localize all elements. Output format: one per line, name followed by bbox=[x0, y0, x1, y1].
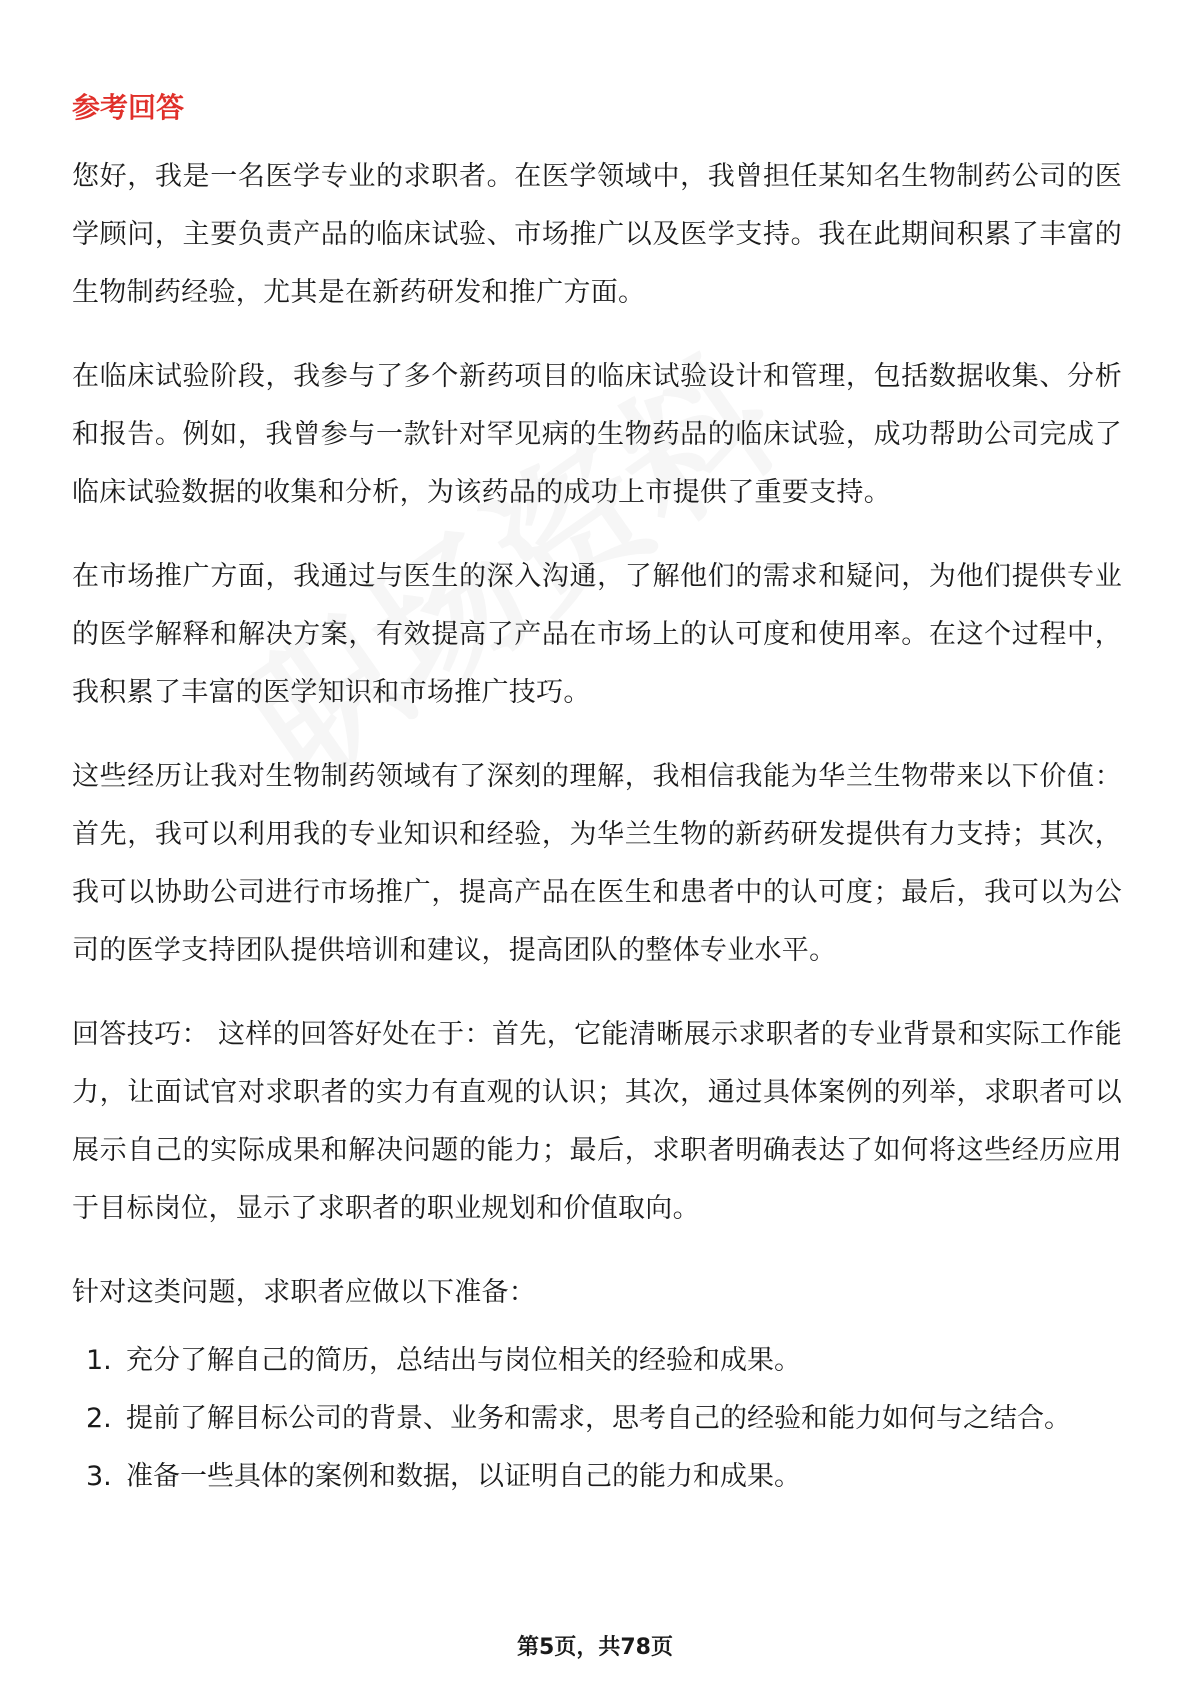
list-item-number: 1. bbox=[86, 1345, 112, 1376]
preparation-list bbox=[72, 1332, 1122, 1506]
list-item-text: 充分了解自己的简历，总结出与岗位相关的经验和成果。 bbox=[126, 1345, 801, 1376]
paragraph-value: 这些经历让我对生物制药领域有了深刻的理解，我相信我能为华兰生物带来以下价值：首先，我可以利用我的专业知识和经验，为华兰生物的新药研发提供有力支持；其次，我可以协助公司进行市场推广，提高产品在医生和患者中的认可度；最后，我可以为公司的医学支持团队提供培训和建议，提高团队的整体专业水平。 bbox=[72, 761, 1122, 966]
document-page bbox=[72, 88, 1122, 1506]
list-item bbox=[72, 1448, 1122, 1506]
list-item-number: 3. bbox=[86, 1461, 112, 1492]
paragraph-intro: 您好，我是一名医学专业的求职者。在医学领域中，我曾担任某知名生物制药公司的医学顾问，主要负责产品的临床试验、市场推广以及医学支持。我在此期间积累了丰富的生物制药经验，尤其是在新药研发和推广方面。 bbox=[72, 161, 1122, 308]
list-item-text: 准备一些具体的案例和数据，以证明自己的能力和成果。 bbox=[126, 1461, 801, 1492]
paragraph-preparation-intro: 针对这类问题，求职者应做以下准备： bbox=[72, 1277, 537, 1308]
paragraph-tips: 回答技巧： 这样的回答好处在于：首先，它能清晰展示求职者的专业背景和实际工作能力，让面试官对求职者的实力有直观的认识；其次，通过具体案例的列举，求职者可以展示自己的实际成果和解决问题的能力；最后，求职者明确表达了如何将这些经历应用于目标岗位，显示了求职者的职业规划和价值取向。 bbox=[72, 1019, 1122, 1224]
section-heading: 参考回答 bbox=[72, 91, 185, 124]
paragraph-marketing: 在市场推广方面，我通过与医生的深入沟通，了解他们的需求和疑问，为他们提供专业的医学解释和解决方案，有效提高了产品在市场上的认可度和使用率。在这个过程中，我积累了丰富的医学知识和市场推广技巧。 bbox=[72, 561, 1122, 708]
list-item bbox=[72, 1390, 1122, 1448]
list-item bbox=[72, 1332, 1122, 1390]
paragraph-clinical-trials: 在临床试验阶段，我参与了多个新药项目的临床试验设计和管理，包括数据收集、分析和报告。例如，我曾参与一款针对罕见病的生物药品的临床试验，成功帮助公司完成了临床试验数据的收集和分析，为该药品的成功上市提供了重要支持。 bbox=[72, 361, 1122, 508]
page-footer: 第5页，共78页 bbox=[517, 1635, 673, 1660]
list-item-number: 2. bbox=[86, 1403, 112, 1434]
list-item-text: 提前了解目标公司的背景、业务和需求，思考自己的经验和能力如何与之结合。 bbox=[126, 1403, 1071, 1434]
